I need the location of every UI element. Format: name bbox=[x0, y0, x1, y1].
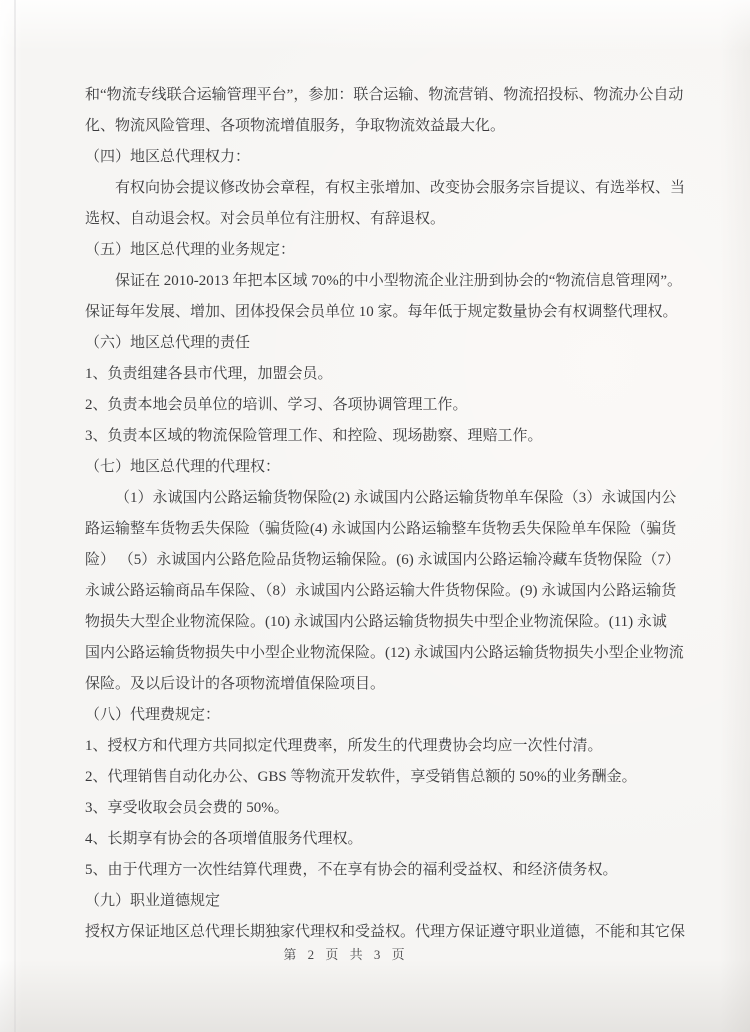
section-heading: （七）地区总代理的代理权： bbox=[85, 459, 281, 475]
paragraph-line: 国内公路运输货物损失中小型企业物流保险。(12) 永诚国内公路运输货物损失小型企业物流 bbox=[85, 645, 684, 661]
section-heading: （五）地区总代理的业务规定： bbox=[85, 242, 296, 258]
list-item-line: 1、授权方和代理方共同拟定代理费率，所发生的代理费协会均应一次性付清。 bbox=[85, 738, 603, 754]
paragraph-line: 保证每年发展、增加、团体投保会员单位 10 家。每年低于规定数量协会有权调整代理权。 bbox=[85, 304, 678, 320]
list-item-line: 3、负责本区域的物流保险管理工作、和控险、现场勘察、理赔工作。 bbox=[85, 428, 543, 444]
list-item-line: 1、负责组建各县市代理，加盟会员。 bbox=[85, 366, 333, 382]
paragraph-line: 险） （5）永诚国内公路危险品货物运输保险。(6) 永诚国内公路运输冷藏车货物保险（7） bbox=[85, 552, 680, 568]
paragraph-line: 授权方保证地区总代理长期独家代理权和受益权。代理方保证遵守职业道德，不能和其它保 bbox=[85, 924, 686, 940]
section-heading: （九）职业道德规定 bbox=[85, 893, 221, 909]
list-item-line: 2、负责本地会员单位的培训、学习、各项协调管理工作。 bbox=[85, 397, 468, 413]
paragraph-line: 物损失大型企业物流保险。(10) 永诚国内公路运输货物损失中型企业物流保险。(11) 永诚 bbox=[85, 614, 667, 630]
section-heading: （六）地区总代理的责任 bbox=[85, 335, 251, 351]
paragraph-line: 选权、自动退会权。对会员单位有注册权、有辞退权。 bbox=[85, 211, 446, 227]
paragraph-line: 有权向协会提议修改协会章程，有权主张增加、改变协会服务宗旨提议、有选举权、当 bbox=[115, 180, 686, 196]
list-item-line: 4、长期享有协会的各项增值服务代理权。 bbox=[85, 831, 363, 847]
paragraph-line: 和“物流专线联合运输管理平台”，参加：联合运输、物流营销、物流招投标、物流办公自动 bbox=[85, 87, 684, 103]
document-body bbox=[85, 80, 693, 948]
paragraph-line: 化、物流风险管理、各项物流增值服务，争取物流效益最大化。 bbox=[85, 118, 506, 134]
page-number: 第 2 页 共 3 页 bbox=[283, 947, 409, 962]
section-heading: （八）代理费规定： bbox=[85, 707, 221, 723]
paragraph-line: （1）永诚国内公路运输货物保险(2) 永诚国内公路运输货物单车保险（3）永诚国内公 bbox=[115, 490, 677, 506]
paragraph-line: 保险。及以后设计的各项物流增值保险项目。 bbox=[85, 676, 386, 692]
section-heading: （四）地区总代理权力： bbox=[85, 149, 251, 165]
paragraph-line: 路运输整车货物丢失保险（骗货险(4) 永诚国内公路运输整车货物丢失保险单车保险（骗货 bbox=[85, 521, 677, 537]
paragraph-line: 永诚公路运输商品车保险、（8）永诚国内公路运输大件货物保险。(9) 永诚国内公路运输货 bbox=[85, 583, 677, 599]
paragraph-line: 保证在 2010-2013 年把本区域 70%的中小型物流企业注册到协会的“物流信息管理网”。 bbox=[115, 273, 683, 289]
list-item-line: 5、由于代理方一次性结算代理费，不在享有协会的福利受益权、和经济债务权。 bbox=[85, 862, 618, 878]
list-item-line: 2、代理销售自动化办公、GBS 等物流开发软件，享受销售总额的 50%的业务酬金。 bbox=[85, 769, 637, 785]
list-item-line: 3、享受收取会员会费的 50%。 bbox=[85, 800, 289, 816]
